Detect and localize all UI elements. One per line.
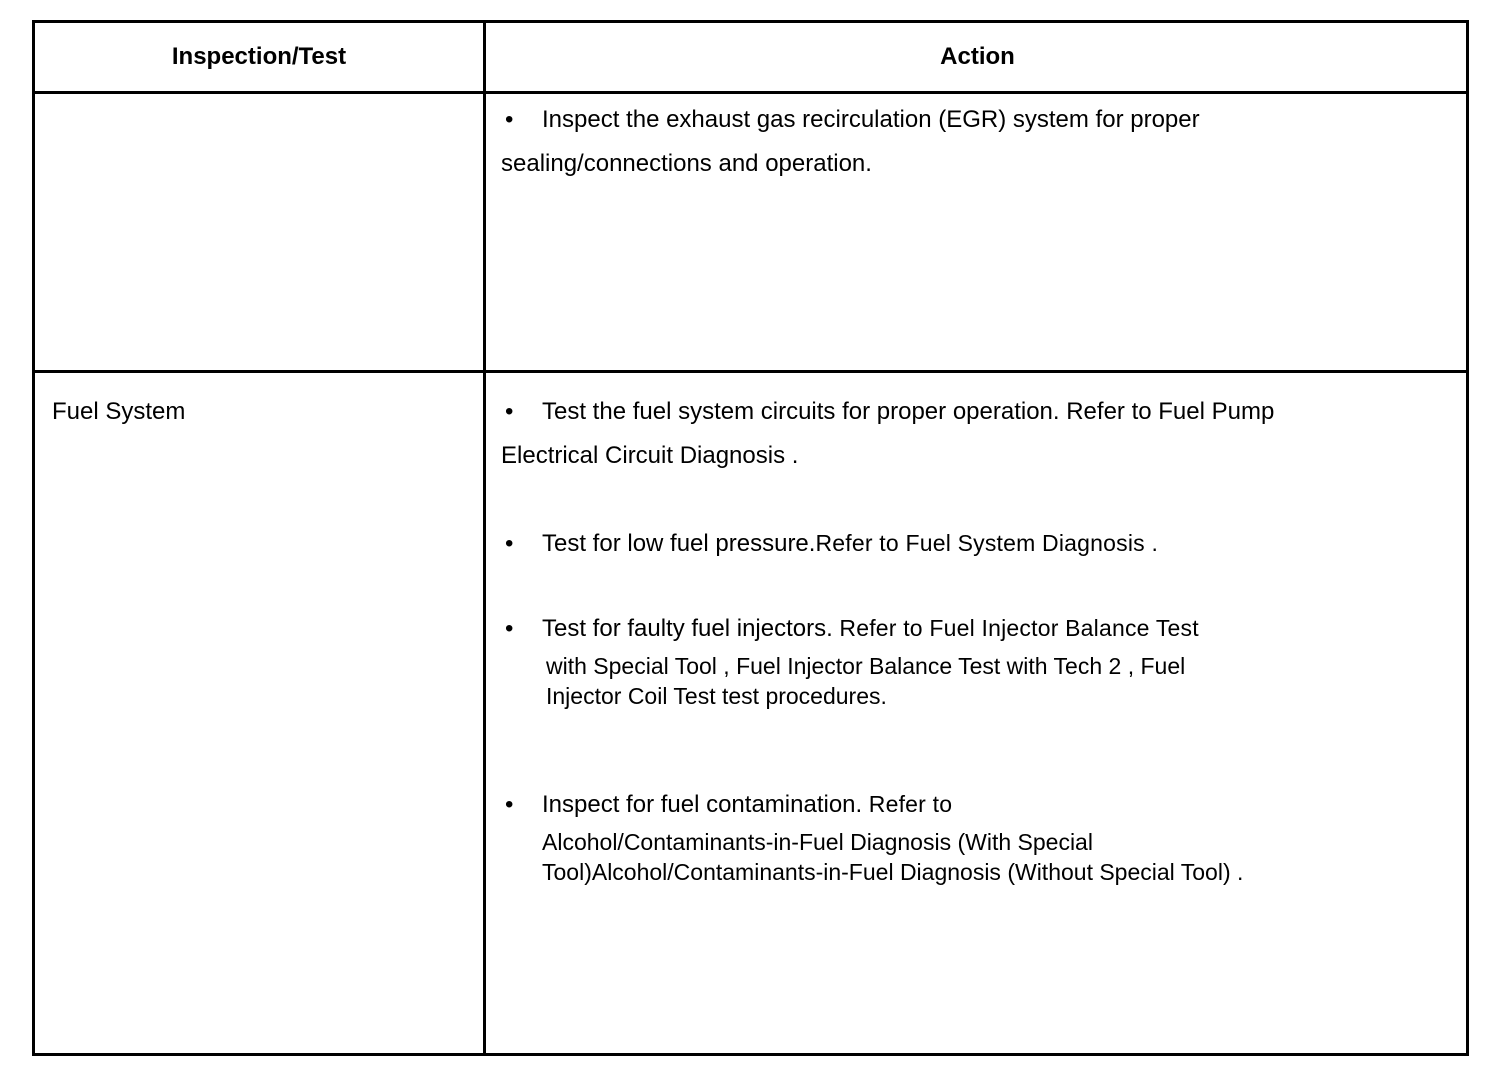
row-divider	[35, 370, 1466, 373]
bullet: •	[505, 791, 514, 818]
egr-action-line1: • Inspect the exhaust gas recirculation (EGR) system for proper	[501, 98, 1200, 142]
bullet: •	[505, 615, 514, 642]
bullet: •	[505, 106, 514, 133]
header-divider	[35, 91, 1466, 94]
bullet: •	[505, 398, 514, 425]
fuel-contamination-line2: Alcohol/Contaminants-in-Fuel Diagnosis (With Special	[542, 829, 1093, 855]
fuel-system-diagnosis-ref: Refer to Fuel System Diagnosis .	[815, 530, 1159, 556]
fuel-circuits-line1: • Test the fuel system circuits for proper operation. Refer to Fuel Pump	[501, 390, 1274, 434]
injector-balance-ref: Refer to Fuel Injector Balance Test	[832, 615, 1199, 641]
fuel-circuits-line2: Electrical Circuit Diagnosis .	[501, 442, 799, 469]
faulty-injectors-line3: Injector Coil Test test procedures.	[546, 683, 887, 709]
fuel-contamination-line1: • Inspect for fuel contamination. Refer to	[501, 782, 952, 827]
fuel-system-label: Fuel System	[52, 398, 186, 425]
bullet: •	[505, 530, 514, 557]
contaminants-ref: Refer to	[862, 791, 953, 817]
low-fuel-pressure-item: • Test for low fuel pressure.Refer to Fuel System Diagnosis .	[501, 521, 1158, 566]
column-divider	[483, 23, 486, 1053]
fuel-contamination-line3: Tool)Alcohol/Contaminants-in-Fuel Diagnosis (Without Special Tool) .	[542, 859, 1244, 885]
egr-action-line2: sealing/connections and operation.	[501, 150, 872, 177]
header-inspection-test: Inspection/Test	[171, 43, 347, 70]
faulty-injectors-line2: with Special Tool , Fuel Injector Balance Test with Tech 2 , Fuel	[546, 653, 1186, 679]
header-action: Action	[940, 43, 1015, 70]
faulty-injectors-line1: • Test for faulty fuel injectors. Refer to Fuel Injector Balance Test	[501, 606, 1199, 651]
inspection-table	[32, 20, 1469, 1056]
